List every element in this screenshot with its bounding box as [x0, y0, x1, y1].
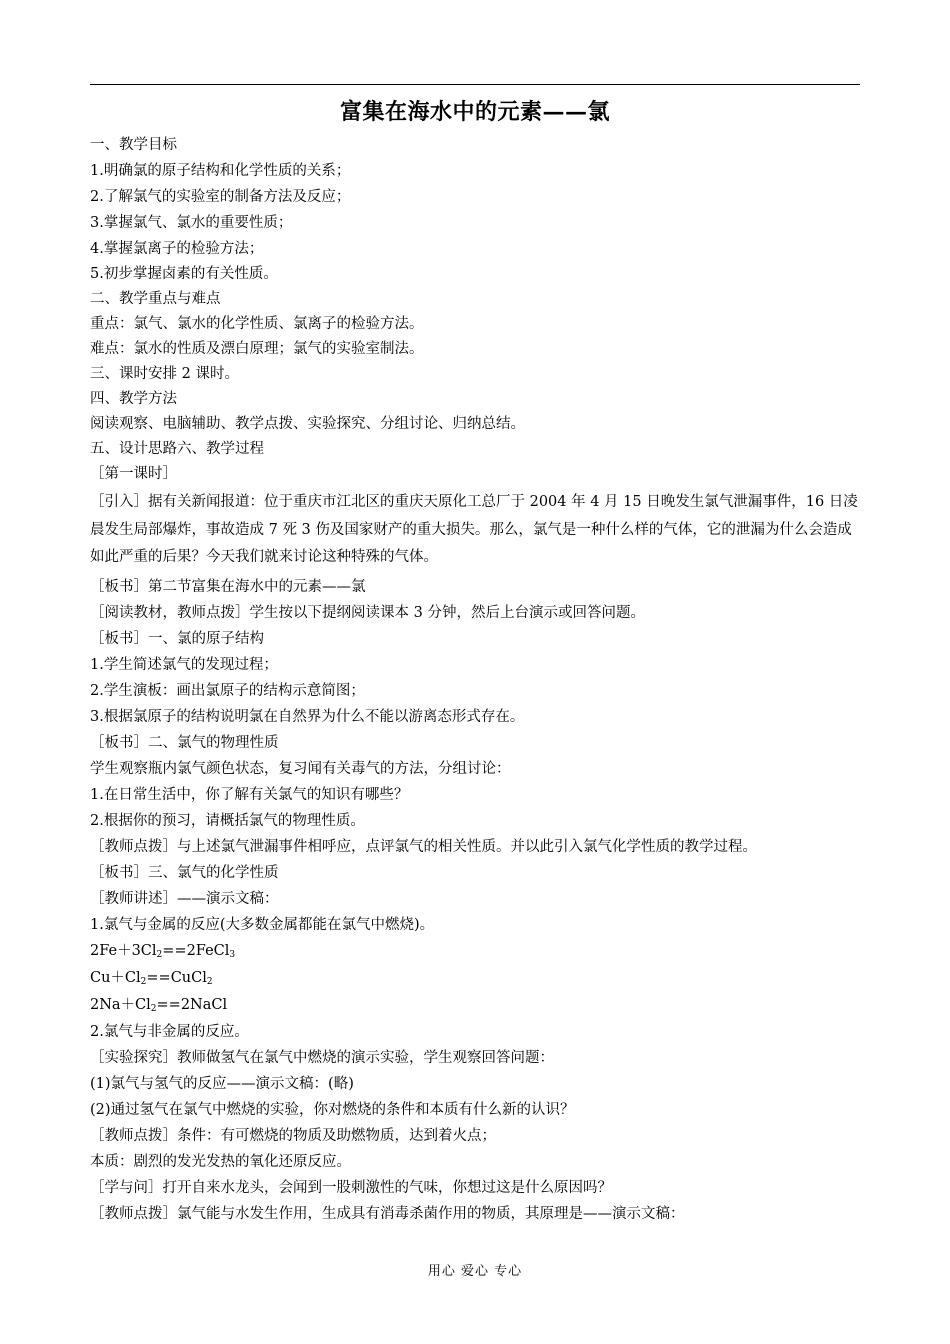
- text-line: 本质：剧烈的发光发热的氧化还原反应。: [90, 1153, 351, 1170]
- text-line: 1.氯气与金属的反应(大多数金属都能在氯气中燃烧)。: [90, 916, 435, 933]
- text-line: 难点：氯水的性质及漂白原理；氯气的实验室制法。: [90, 341, 424, 357]
- page-title: 富集在海水中的元素——氯: [339, 99, 610, 125]
- document-body: [90, 133, 865, 1227]
- top-rule: [90, 84, 860, 85]
- text-line: ［教师讲述］——演示文稿：: [90, 890, 279, 907]
- text-line: ［板书］一、氯的原子结构: [90, 630, 264, 647]
- text-line: (2)通过氢气在氯气中燃烧的实验，你对燃烧的条件和本质有什么新的认识？: [90, 1101, 575, 1118]
- section-heading: 四、教学方法: [90, 391, 177, 407]
- text-line: ［实验探究］教师做氢气在氯气中燃烧的演示实验，学生观察回答问题：: [90, 1049, 554, 1066]
- text-line: ［板书］第二节富集在海水中的元素——氯: [90, 578, 366, 595]
- text-line: 2.了解氯气的实验室的制备方法及反应；: [90, 189, 351, 205]
- page-footer: 用心 爱心 专心: [427, 1264, 523, 1279]
- text-line: 4.掌握氯离子的检验方法；: [90, 241, 264, 257]
- section-heading: 二、教学重点与难点: [90, 291, 221, 307]
- text-line: 3.掌握氯气、氯水的重要性质；: [90, 215, 293, 231]
- section-heading: 一、教学目标: [90, 137, 177, 153]
- text-line: ［阅读教材，教师点拨］学生按以下提纲阅读课本 3 分钟，然后上台演示或回答问题。: [90, 604, 645, 621]
- text-line: ［板书］三、氯气的化学性质: [90, 864, 279, 881]
- text-line: 2.氯气与非金属的反应。: [90, 1023, 249, 1040]
- intro-paragraph: ［引入］据有关新闻报道：位于重庆市江北区的重庆天原化工总厂于 2004 年 4 月 15 日晚发生氯气泄漏事件，16 日凌晨发生局部爆炸，事故造成 7 死 3 伤及国家财产的重大损失。那么，氯气是一种什么样的气体，它的泄漏为什么会造成如此严重的后果？今天我们就来讨论这种特殊的气体。: [90, 494, 858, 565]
- text-line: ［板书］二、氯气的物理性质: [90, 734, 279, 751]
- text-line: 学生观察瓶内氯气颜色状态，复习闻有关毒气的方法，分组讨论：: [90, 760, 511, 777]
- text-line: ［学与问］打开自来水龙头，会闻到一股刺激性的气味，你想过这是什么原因吗？: [90, 1179, 612, 1196]
- section-heading: 三、课时安排 2 课时。: [90, 366, 239, 382]
- text-line: 2.根据你的预习，请概括氯气的物理性质。: [90, 812, 365, 829]
- text-line: 5.初步掌握卤素的有关性质。: [90, 266, 278, 282]
- text-line: ［第一课时］: [90, 466, 177, 482]
- text-line: 重点：氯气、氯水的化学性质、氯离子的检验方法。: [90, 316, 424, 332]
- text-line: 1.在日常生活中，你了解有关氯气的知识有哪些？: [90, 786, 409, 803]
- text-line: 1.明确氯的原子结构和化学性质的关系；: [90, 163, 351, 179]
- text-line: ［教师点拨］氯气能与水发生作用，生成具有消毒杀菌作用的物质，其原理是——演示文稿：: [90, 1205, 685, 1222]
- text-line: 2.学生演板：画出氯原子的结构示意简图；: [90, 682, 365, 699]
- text-line: 1.学生简述氯气的发现过程；: [90, 656, 278, 673]
- text-line: 阅读观察、电脑辅助、教学点拨、实验探究、分组讨论、归纳总结。: [90, 416, 525, 432]
- equation-cu: $Cu+Cl_2==CuCl_2$: [90, 969, 213, 987]
- text-line: ［教师点拨］与上述氯气泄漏事件相呼应，点评氯气的相关性质。并以此引入氯气化学性质的教学过程。: [90, 838, 757, 855]
- equation-fe: $2Fe+3Cl_2==2FeCl_3$: [90, 942, 236, 960]
- section-heading: 五、设计思路六、教学过程: [90, 441, 264, 457]
- text-line: (1)氯气与氢气的反应——演示文稿：(略): [90, 1075, 354, 1092]
- equation-na: $2Na+Cl_2==2NaCl$: [90, 996, 228, 1014]
- text-line: 3.根据氯原子的结构说明氯在自然界为什么不能以游离态形式存在。: [90, 708, 525, 725]
- text-line: ［教师点拨］条件：有可燃烧的物质及助燃物质，达到着火点；: [90, 1127, 496, 1144]
